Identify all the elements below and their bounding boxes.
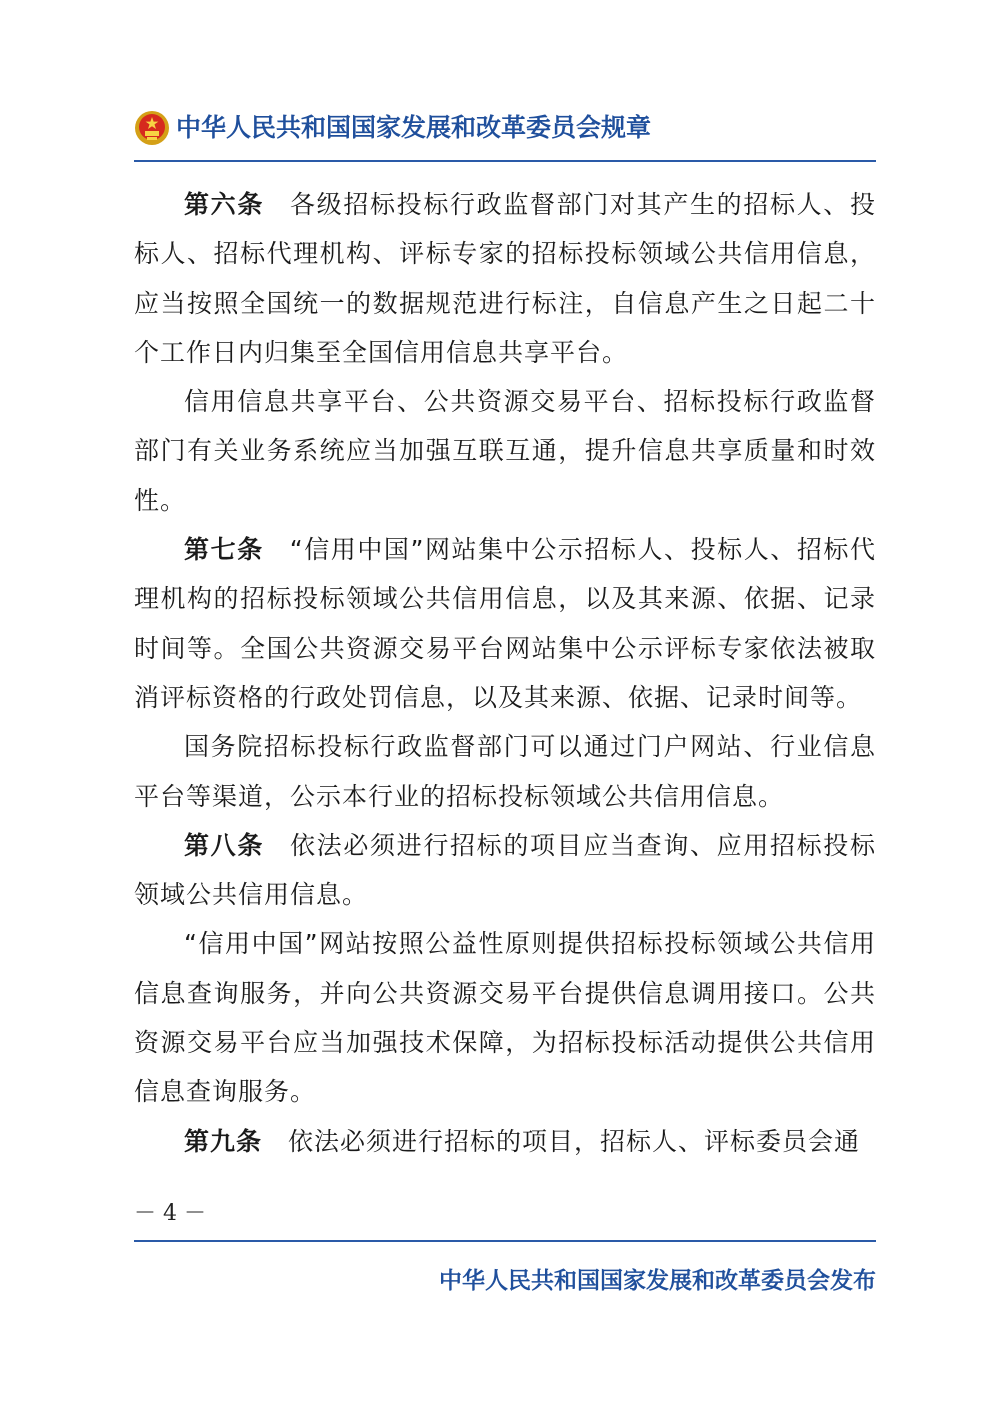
article-number: 第七条 — [184, 535, 264, 565]
article-number: 第八条 — [184, 830, 264, 860]
page-number: － 4 － — [134, 1201, 206, 1226]
paragraph-text: 信用信息共享平台、公共资源交易平台、招标投标行政监督部门有关业务系统应当加强互联互通，提升信息共享质量和时效性。 — [134, 387, 876, 515]
paragraph-text: 依法必须进行招标的项目应当查询、应用招标投标领域公共信用信息。 — [134, 830, 876, 910]
paragraph — [134, 722, 876, 821]
paragraph — [134, 919, 876, 1116]
national-emblem-icon — [134, 110, 170, 146]
paragraph — [134, 1117, 876, 1166]
paragraph-text: “信用中国”网站集中公示招标人、投标人、招标代理机构的招标投标领域公共信用信息，以及其来源、依据、记录时间等。全国公共资源交易平台网站集中公示评标专家依法被取消评标资格的行政处罚信息，以及其来源、依据、记录时间等。 — [134, 535, 876, 712]
paragraph-text: 各级招标投标行政监督部门对其产生的招标人、投标人、招标代理机构、评标专家的招标投标领域公共信用信息，应当按照全国统一的数据规范进行标注，自信息产生之日起二十个工作日内归集至全国信用信息共享平台。 — [134, 190, 876, 367]
paragraph — [134, 180, 876, 377]
article-number: 第六条 — [184, 190, 264, 219]
paragraph-text: 国务院招标投标行政监督部门可以通过门户网站、行业信息平台等渠道，公示本行业的招标投标领域公共信用信息。 — [134, 732, 876, 811]
header-title: 中华人民共和国国家发展和改革委员会规章 — [176, 113, 652, 142]
paragraph — [134, 525, 876, 722]
footer-publisher: 中华人民共和国国家发展和改革委员会发布 — [439, 1268, 876, 1294]
paragraph — [134, 377, 876, 525]
paragraph-text: 依法必须进行招标的项目，招标人、评标委员会通 — [288, 1126, 861, 1156]
page-header — [134, 108, 876, 150]
paragraph — [134, 821, 876, 920]
document-body — [134, 180, 876, 1166]
header-divider — [134, 160, 876, 162]
article-number: 第九条 — [184, 1126, 263, 1156]
footer-divider — [134, 1240, 876, 1242]
paragraph-text: “信用中国”网站按照公益性原则提供招标投标领域公共信用信息查询服务，并向公共资源交易平台提供信息调用接口。公共资源交易平台应当加强技术保障，为招标投标活动提供公共信用信息查询服务。 — [134, 929, 876, 1107]
